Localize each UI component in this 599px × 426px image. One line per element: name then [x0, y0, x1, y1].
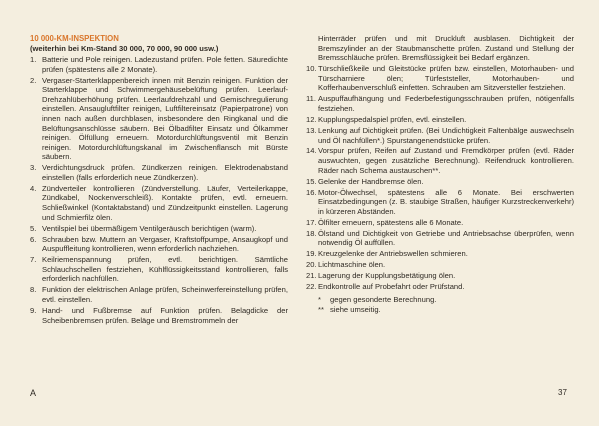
checklist-item [306, 260, 574, 270]
right-column [306, 34, 574, 314]
item-text: Vergaser-Starterklappenbereich innen mit Benzin reinigen. Funktion der Starterklappe und Schwimmergehäusebelüftung prüfen. Leerlauf-Drehzahlüberhöhung prüfen. Leerlaufdrehzahl und Gemischregulierung einstellen. Ansaugluftfilter reinigen, Luftfiltereinsatz (Papierpatrone) von innen nach außen durchblasen, insbesondere den Ringkanal und die Belüftungsanschlüsse säubern. Bei Ölbadfilter Einsatz und Ölkammer reinigen. Ölfüllung erneuern. Motordurchlüftungsventil mit Benzin reinigen. Motordurchlüftungskanal im Zwischenflansch mit Bürste säubern. [42, 75, 288, 162]
section-letter: A [30, 388, 37, 398]
checklist-item [30, 163, 288, 182]
item-number: 8. [30, 285, 37, 295]
checklist-item [30, 255, 288, 284]
checklist-item [30, 184, 288, 222]
item-text: Ventilspiel bei übermäßigem Ventilgeräusch berichtigen (warm). [42, 223, 257, 233]
item-number: 4. [30, 183, 37, 193]
right-item-list [306, 64, 574, 292]
item-text: Endkontrolle auf Probefahrt oder Prüfstand. [318, 282, 465, 292]
item-number: 11. [306, 94, 316, 104]
item-text: Funktion der elektrischen Anlage prüfen, Scheinwerfereinstellung prüfen, evtl. einstellen. [42, 285, 288, 304]
checklist-item [30, 224, 288, 234]
item-text: Schrauben bzw. Muttern an Vergaser, Kraftstoffpumpe, Ansaugkopf und Auspuffleitung kontrollieren, wenn erforderlich nachziehen. [42, 234, 288, 254]
checklist-item [30, 235, 288, 254]
item-number: 2. [30, 75, 37, 85]
item-text: Lenkung auf Dichtigkeit prüfen. (Bei Undichtigkeit Faltenbälge auswechseln und Öl nachfüllen*.) Spurstangenendstücke prüfen. [318, 125, 574, 145]
item-number: 9. [30, 305, 37, 315]
checklist-item [306, 249, 574, 259]
item-number: 22. [306, 282, 317, 292]
footnote [318, 295, 574, 305]
item-text: Lichtmaschine ölen. [318, 260, 386, 270]
footnote-mark: ** [318, 304, 324, 314]
checklist-item [30, 76, 288, 162]
item-number: 5. [30, 223, 37, 233]
checklist-item [306, 177, 574, 187]
item-number: 16. [306, 187, 317, 197]
footnote [318, 305, 574, 315]
item-text: Verdichtungsdruck prüfen. Zündkerzen reinigen. Elektrodenabstand einstellen (falls erforderlich neue Zündkerzen). [42, 163, 288, 182]
item-text: Batterie und Pole reinigen. Ladezustand prüfen. Pole fetten. Säuredichte prüfen (spätestens alle 2 Monate). [42, 55, 288, 74]
item-number: 19. [306, 249, 317, 259]
item-number: 21. [306, 271, 317, 281]
item-text: Keilriemenspannung prüfen, evtl. berichtigen. Sämtliche Schlauchschellen festziehen, Kühlflüssigkeitsstand kontrollieren, falls erforderlich nachfüllen. [42, 255, 288, 284]
item-text: Türschließkeile und Gleitstücke prüfen bzw. einstellen, Motorhauben- und Türscharniere ölen; Türfeststeller, Motorhauben- und Kofferhaubenverschluß einfetten. Schrauben am Sitzversteller festziehen. [318, 64, 574, 93]
left-column [30, 34, 288, 327]
item-text: Kupplungspedalspiel prüfen, evtl. einstellen. [318, 114, 467, 124]
item-9-continuation: Hinterräder prüfen und mit Druckluft ausblasen. Dichtigkeit der Bremszylinder an der Staubmanschette prüfen. Zustand und Stellung der Bremsschläuche prüfen. Bremsflüssigkeit bei Bedarf ergänzen. [318, 34, 574, 63]
checklist-item [306, 188, 574, 217]
item-text: Kreuzgelenke der Antriebswellen schmieren. [318, 249, 468, 259]
footnotes [306, 295, 574, 314]
footnote-text: gegen gesonderte Berechnung. [330, 294, 437, 304]
item-number: 6. [30, 234, 37, 244]
checklist-item [306, 94, 574, 113]
checklist-item [306, 126, 574, 145]
page-number: 37 [558, 388, 567, 397]
item-number: 14. [306, 146, 317, 156]
item-text: Motor-Ölwechsel, spätestens alle 6 Monate. Bei erschwerten Einsatzbedingungen (z. B. staubige Straßen, häufiger Kurzstreckenverkehr) in kürzeren Abständen. [318, 187, 574, 216]
item-number: 17. [306, 217, 317, 227]
item-number: 15. [306, 176, 317, 186]
item-text: Ölfilter erneuern, spätestens alle 6 Monate. [318, 217, 464, 227]
checklist-item [306, 218, 574, 228]
item-number: 20. [306, 260, 317, 270]
checklist-item [306, 282, 574, 292]
checklist-item [306, 115, 574, 125]
left-item-list [30, 55, 288, 325]
item-text: Gelenke der Handbremse ölen. [318, 176, 424, 186]
item-text: Auspuffaufhängung und Federbefestigungsschrauben prüfen, nötigenfalls festziehen. [318, 94, 574, 113]
footnote-text: siehe umseitig. [330, 304, 381, 314]
item-number: 10. [306, 64, 317, 74]
item-number: 1. [30, 55, 37, 64]
checklist-item [306, 146, 574, 175]
footnote-mark: * [318, 294, 321, 304]
item-number: 18. [306, 228, 317, 238]
item-number: 3. [30, 163, 37, 173]
inspection-subtitle: (weiterhin bei Km-Stand 30 000, 70 000, 90 000 usw.) [30, 44, 219, 53]
item-text: Vorspur prüfen, Reifen auf Zustand und Fremdkörper prüfen (evtl. Räder auswuchten, gegen zusätzliche Berechnung). Reifendruck kontrollieren. Räder nach Schema austauschen**. [318, 146, 574, 175]
checklist-item [306, 271, 574, 281]
item-text: Hand- und Fußbremse auf Funktion prüfen. Belagdicke der Scheibenbremsen prüfen. Beläge und Bremstrommeln der [42, 305, 288, 325]
item-number: 12. [306, 114, 317, 124]
item-text: Ölstand und Dichtigkeit von Getriebe und Antriebsachse überprüfen, wenn notwendig Öl auffüllen. [318, 228, 574, 248]
checklist-item [306, 229, 574, 248]
checklist-item [30, 306, 288, 325]
item-text: Lagerung der Kupplungsbetätigung ölen. [318, 271, 456, 281]
checklist-item [30, 285, 288, 304]
item-number: 13. [306, 125, 317, 135]
item-text: Zündverteiler kontrollieren (Zündverstellung. Läufer, Verteilerkappe, Zündkabel, Nockenverschleiß). Kontakte prüfen, evtl. erneuern. Schließwinkel (Kontaktabstand) und Zündzeitpunkt einstellen. Lagerung und Schmierfilz ölen. [42, 183, 288, 222]
item-number: 7. [30, 255, 37, 265]
checklist-item [30, 55, 288, 74]
inspection-title: 10 000-KM-INSPEKTION [30, 34, 119, 43]
checklist-item [306, 64, 574, 93]
